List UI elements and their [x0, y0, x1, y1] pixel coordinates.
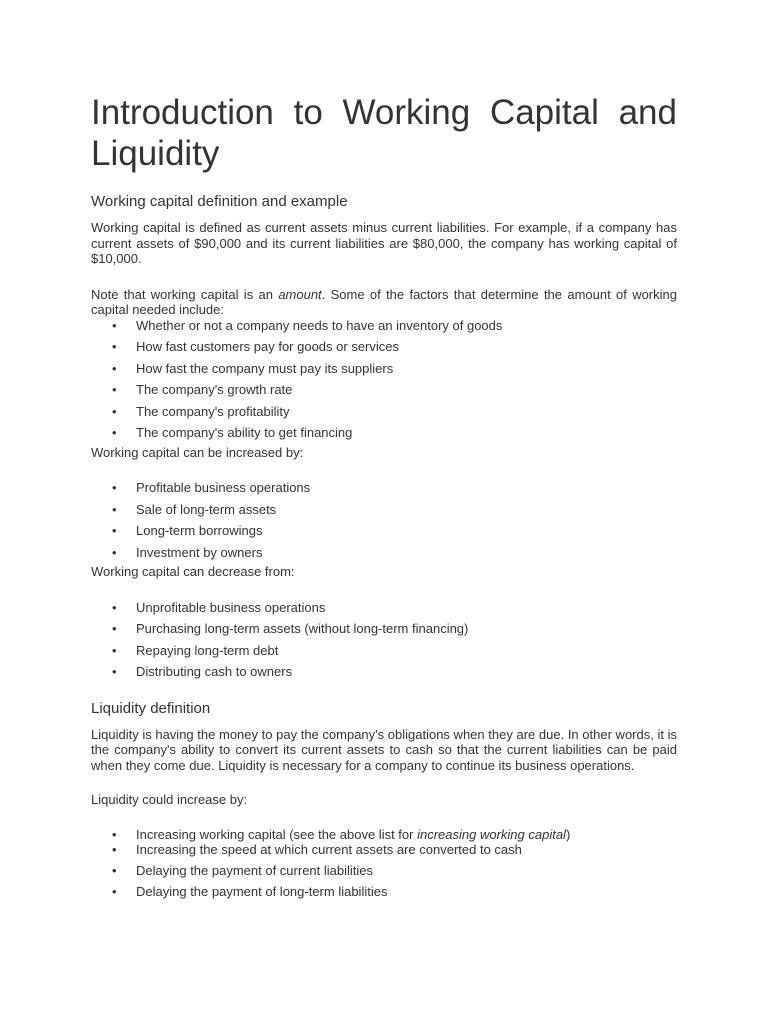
list-item-text: The company's ability to get financing: [136, 425, 353, 440]
list-item: [91, 480, 677, 496]
working-capital-definition: Working capital is defined as current assets minus current liabilities. For example, if a company has current assets of $90,000 and its current liabilities are $80,000, the company has working capital of $10,000.: [91, 220, 677, 266]
list-item-text: Whether or not a company needs to have an inventory of goods: [136, 317, 503, 333]
bullet-icon: •: [112, 642, 117, 658]
bullet-icon: •: [112, 842, 117, 857]
bullet-icon: •: [112, 480, 117, 495]
list-item: [91, 884, 677, 900]
list-item: [91, 827, 677, 843]
bullet-icon: •: [112, 884, 117, 899]
section-heading-working-capital: Working capital definition and example: [91, 193, 348, 210]
list-item-text: Purchasing long-term assets (without long-term financing): [136, 621, 469, 636]
bullet-icon: •: [112, 360, 117, 376]
bullet-icon: •: [112, 317, 117, 333]
bullet-icon: •: [112, 544, 117, 560]
list-item: [91, 621, 677, 637]
list-item-text: Increasing the speed at which current assets are converted to cash: [136, 842, 522, 857]
list-item: [91, 502, 677, 518]
document-page: [91, 92, 677, 900]
section-heading-liquidity: Liquidity definition: [91, 699, 211, 717]
bullet-icon: •: [112, 523, 117, 538]
bullet-icon: •: [112, 599, 117, 615]
list-item-text: Delaying the payment of current liabilities: [136, 862, 374, 878]
list-item-text: Sale of long-term assets: [136, 501, 277, 517]
list-item-text: How fast the company must pay its suppliers: [136, 360, 394, 376]
list-item-text-end: ): [565, 826, 571, 842]
bullet-icon: •: [112, 425, 117, 440]
list-item: [91, 339, 677, 355]
liquidity-increase-list: [91, 827, 677, 900]
list-item-text: How fast customers pay for goods or services: [136, 339, 399, 354]
bullet-icon: •: [112, 862, 117, 878]
list-item: [91, 361, 677, 377]
decrease-list: [91, 600, 677, 680]
list-item: [91, 600, 677, 616]
list-item: [91, 425, 677, 441]
liquidity-increase-intro: Liquidity could increase by:: [91, 792, 248, 807]
list-item: [91, 863, 677, 879]
list-item-text: Repaying long-term debt: [136, 642, 279, 658]
bullet-icon: •: [112, 621, 117, 636]
bullet-icon: •: [112, 382, 117, 397]
note-text-start: Note that working capital is an: [91, 286, 279, 302]
bullet-icon: •: [112, 664, 117, 679]
list-item: [91, 382, 677, 398]
list-item: [91, 523, 677, 539]
list-item: [91, 545, 677, 561]
list-item-text: Profitable business operations: [136, 480, 311, 495]
list-item: [91, 404, 677, 420]
list-item-text: Distributing cash to owners: [136, 664, 293, 679]
liquidity-definition: Liquidity is having the money to pay the company's obligations when they are due. In other words, it is the company's ability to convert its current assets to cash so that the current liabilities can be paid when they come due. Liquidity is necessary for a company to continue its business operations.: [91, 726, 677, 773]
decrease-intro: Working capital can decrease from:: [91, 564, 295, 579]
working-capital-note: [91, 287, 677, 318]
bullet-icon: •: [112, 501, 117, 517]
factors-list: [91, 318, 677, 441]
page-title: Introduction to Working Capital and Liquidity: [91, 93, 677, 173]
list-item: [91, 664, 677, 680]
list-item-emphasis: increasing working capital: [417, 826, 566, 842]
list-item: [91, 318, 677, 334]
note-emphasis: amount: [278, 286, 322, 302]
list-item-text: The company's profitability: [136, 403, 290, 419]
list-item-text: Delaying the payment of long-term liabilities: [136, 884, 388, 899]
list-item-text-start: Increasing working capital (see the above list for: [136, 826, 418, 842]
bullet-icon: •: [112, 339, 117, 354]
list-item: [91, 842, 677, 858]
list-item-text: Unprofitable business operations: [136, 599, 326, 615]
bullet-icon: •: [112, 403, 117, 419]
list-item-text: The company's growth rate: [136, 382, 293, 397]
list-item: [91, 643, 677, 659]
increase-intro: Working capital can be increased by:: [91, 444, 304, 460]
note-text-end: . Some of the factors that determine the amount of working capital needed include:: [91, 286, 677, 317]
list-item-text: Investment by owners: [136, 544, 263, 560]
bullet-icon: •: [112, 826, 117, 842]
increase-list: [91, 480, 677, 560]
list-item-text: Long-term borrowings: [136, 523, 263, 538]
